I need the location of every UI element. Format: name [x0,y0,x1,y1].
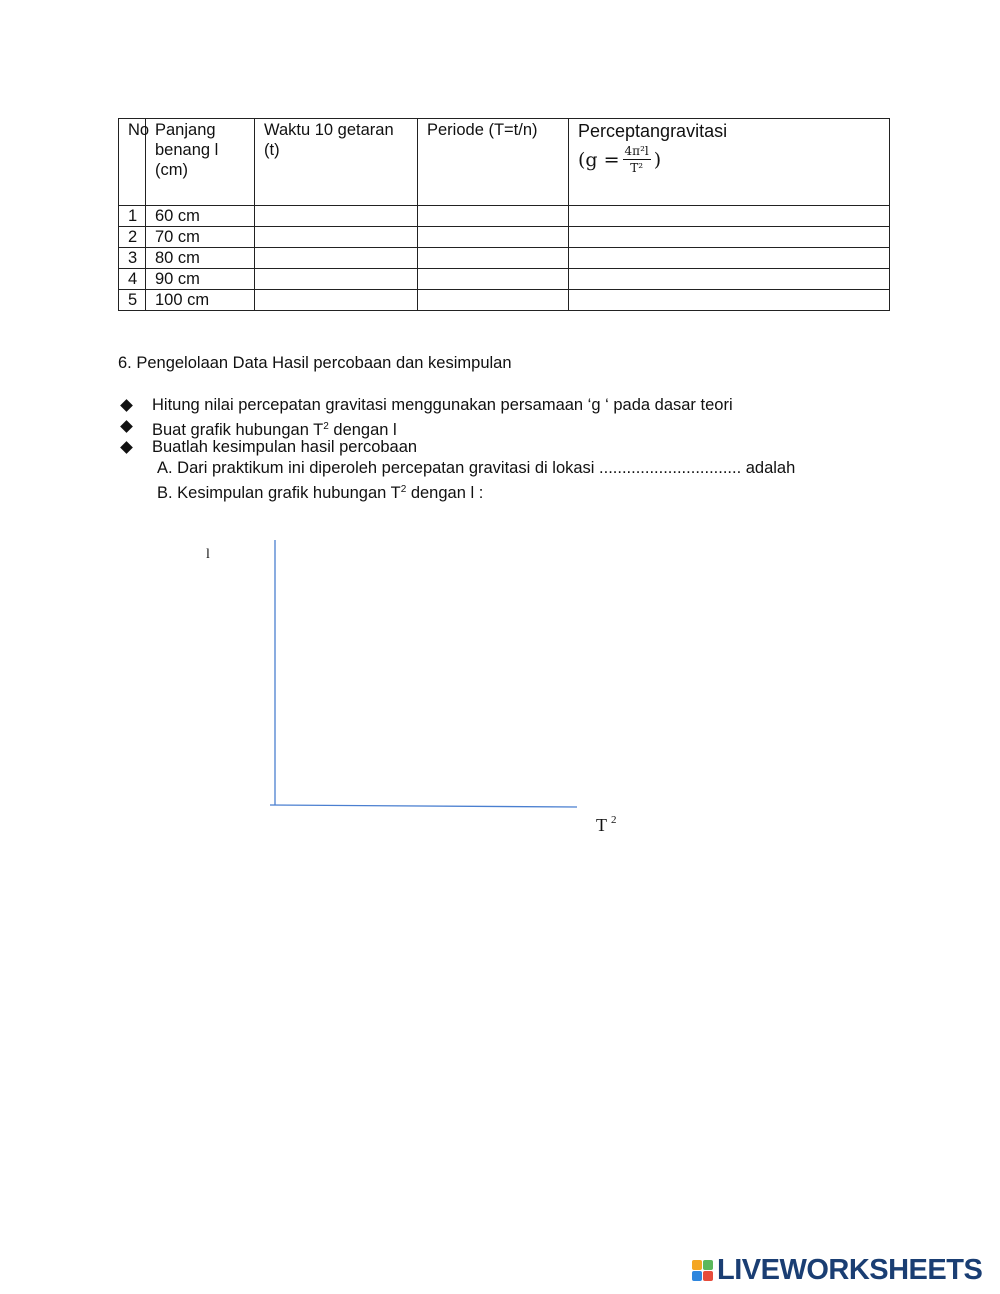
table-row [119,248,890,269]
table-row [119,206,890,227]
header-length: Panjang benang l (cm) [146,119,255,206]
cell-period-input[interactable] [418,290,569,311]
conclusion-b-post: dengan l : [406,484,484,502]
formula-denominator: T² [630,161,644,175]
task-list [118,395,733,458]
task-text: Buatlah kesimpulan hasil percobaan [152,438,418,456]
diamond-bullet-icon [120,441,133,454]
data-table [118,118,890,311]
x-axis [270,805,577,807]
formula-fraction [623,144,651,176]
logo-tile [703,1260,713,1270]
cell-time-input[interactable] [255,248,418,269]
logo-tile [692,1260,702,1270]
logo-text: LIVEWORKSHEETS [717,1253,983,1286]
task-text-sup: 2 [323,421,329,432]
diamond-bullet-icon [120,420,133,433]
task-text-pre: Buat grafik hubungan T [152,421,324,439]
cell-time-input[interactable] [255,269,418,290]
cell-no: 4 [119,269,146,290]
cell-length: 60 cm [146,206,255,227]
cell-period-input[interactable] [418,206,569,227]
table-row [119,227,890,248]
list-item [118,437,733,458]
y-axis-label: l [206,547,210,562]
task-text-post: dengan l [328,421,397,439]
x-axis-label-sup: 2 [611,814,617,826]
logo-tile [692,1271,702,1281]
cell-length: 70 cm [146,227,255,248]
gravity-title: Perceptangravitasi [578,121,728,141]
section-title: 6. Pengelolaan Data Hasil percobaan dan kesimpulan [118,354,512,372]
conclusion-b-pre: B. Kesimpulan grafik hubungan T [157,484,401,502]
header-period: Periode (T=t/n) [418,119,569,206]
cell-length: 80 cm [146,248,255,269]
cell-gravity-input[interactable] [569,269,890,290]
table-header-row [119,119,890,206]
table-row [119,269,890,290]
list-item [118,416,733,437]
list-item [118,395,733,416]
cell-no: 3 [119,248,146,269]
cell-length: 90 cm [146,269,255,290]
logo-mark-icon [692,1260,713,1281]
liveworksheets-logo [692,1254,982,1286]
cell-no: 1 [119,206,146,227]
cell-gravity-input[interactable] [569,206,890,227]
conclusion-items [157,458,795,500]
logo-tile [703,1271,713,1281]
formula-numerator: 4π²l [624,144,649,158]
header-time: Waktu 10 getaran (t) [255,119,418,206]
header-gravity [569,119,890,206]
conclusion-b [157,479,795,500]
diamond-bullet-icon [120,399,133,412]
cell-gravity-input[interactable] [569,248,890,269]
cell-time-input[interactable] [255,206,418,227]
cell-period-input[interactable] [418,227,569,248]
cell-period-input[interactable] [418,248,569,269]
cell-time-input[interactable] [255,227,418,248]
x-axis-label [596,814,617,836]
formula-prefix: (g = [578,149,620,171]
gravity-formula [578,144,880,176]
cell-no: 5 [119,290,146,311]
header-no: No [119,119,146,206]
table-row [119,290,890,311]
task-text: Hitung nilai percepatan gravitasi menggunakan persamaan ‘g ‘ pada dasar teori [152,396,733,414]
cell-no: 2 [119,227,146,248]
cell-gravity-input[interactable] [569,227,890,248]
conclusion-a: A. Dari praktikum ini diperoleh percepatan gravitasi di lokasi ............................... adalah [157,459,796,477]
cell-gravity-input[interactable] [569,290,890,311]
cell-length: 100 cm [146,290,255,311]
conclusion-b-sup: 2 [400,484,407,495]
x-axis-label-text: T [596,815,607,835]
cell-time-input[interactable] [255,290,418,311]
cell-period-input[interactable] [418,269,569,290]
formula-suffix: ) [653,149,662,171]
